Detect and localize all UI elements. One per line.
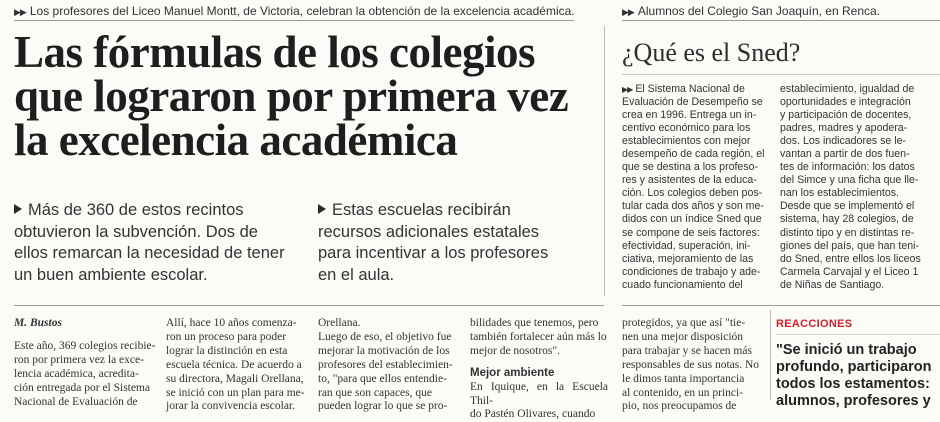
headline <box>14 27 594 165</box>
headline-text: Las fórmulas de los colegios que lograron por primera vez la excelencia académica <box>14 27 569 165</box>
subhead-mejor-ambiente: Mejor ambiente <box>470 366 555 379</box>
summary-bullet-left: Más de 360 de estos recintos obtuvieron la subvención. Dos de ellos remarcan la necesidad de tener un buen ambiente escolar. <box>14 201 285 284</box>
article-column-4: bilidades que tenemos, pero también fortalecer aún más lo mejor de nosotros". Mejor ambiente En Iquique, en la Escuela Thil- do Pastén Olivares, cuando <box>470 317 608 421</box>
article-column-5: protegidos, ya que así "tie- nen una mejor disposición para trabajar y se hacen más responsables de sus notas. No le dimos tanta importancia al contenido, en un princi- pio, nos preocupamos de <box>622 317 760 413</box>
reacciones-divider <box>770 310 771 400</box>
bullet-triangle-icon <box>14 204 22 214</box>
reacciones-label: REACCIONES <box>776 318 853 330</box>
body-top-rule-right <box>622 305 940 306</box>
photo-caption-right: ▶▶ Alumnos del Colegio San Joaquín, en Renca. <box>622 4 880 18</box>
caption-left-text: Los profesores del Liceo Manuel Montt, de Victoria, celebran la obtención de la excelencia académica. <box>29 4 575 18</box>
byline: M. Bustos <box>14 317 62 329</box>
reacciones-quote: "Se inició un trabajo profundo, participaron todos los estamentos: alumnos, profesores y <box>776 342 932 409</box>
sned-title: ¿Qué es el Sned? <box>622 38 801 67</box>
sned-column-2: establecimiento, igualdad de oportunidades e integración y participación de docentes, padres, madres y apodera- dos. Los indicadores se le- vantan a partir de dos fuen- tes de información: los datos del Simce y una ficha que lle- nan los establecimientos. Desde que se implementó el sistema, hay 28 colegios, de distinto tipo y en distintas re- giones del país, que han teni- do Sned, entre ellos los liceos Carmela Carvajal y el Liceo 1 de Niñas de Santiago. <box>780 83 921 291</box>
bullet-triangle-icon <box>318 204 326 214</box>
body-top-rule <box>14 305 604 306</box>
article-column-3: Orellana. Luego de eso, el objetivo fue mejorar la motivación de los profesores del establecimien- to, "para que ellos entendie- ran que son capaces, que pueden lograr lo que se pro- <box>318 317 453 413</box>
reacciones-rule <box>776 334 940 335</box>
sned-column-1: ▶▶ El Sistema Nacional de Evaluación de Desempeño se crea en 1996. Entrega un in- centivo económico para los establecimientos con mejor desempeño de cada región, el que se destina a los profeso- res y asistentes de la educa- ción. Los colegios deben pos- tular cada dos años y son me- didos con un índice Sned que se compone de seis factores: efectividad, superación, ini- ciativa, mejoramiento de las condiciones de trabajo y ade- cuado funcionamiento del <box>622 83 765 291</box>
summary-bullet-right: Estas escuelas recibirán recursos adicionales estatales para incentivar a los profesores en el aula. <box>318 201 549 284</box>
caption-rule-left <box>14 20 574 21</box>
caption-rule-right <box>622 20 940 21</box>
photo-caption-left: ▶▶ Los profesores del Liceo Manuel Montt, de Victoria, celebran la obtención de la excelencia académica. <box>14 4 575 18</box>
article-column-2: Allí, hace 10 años comenza- ron un proceso para poder lograr la distinción en esta escuela técnica. De acuerdo a su directora, Magali Orellana, se inició con un plan para me- jorar la convivencia escolar. <box>166 317 305 413</box>
sned-title-rule <box>622 74 940 75</box>
caption-right-text: Alumnos del Colegio San Joaquín, en Renca. <box>637 4 880 18</box>
article-column-1: M. Bustos Este año, 369 colegios recibie- ron por primera vez la exce- lencia académica, acredita- ción entregada por el Sistema Nacional de Evaluación de <box>14 317 156 408</box>
sned-divider <box>604 26 605 296</box>
